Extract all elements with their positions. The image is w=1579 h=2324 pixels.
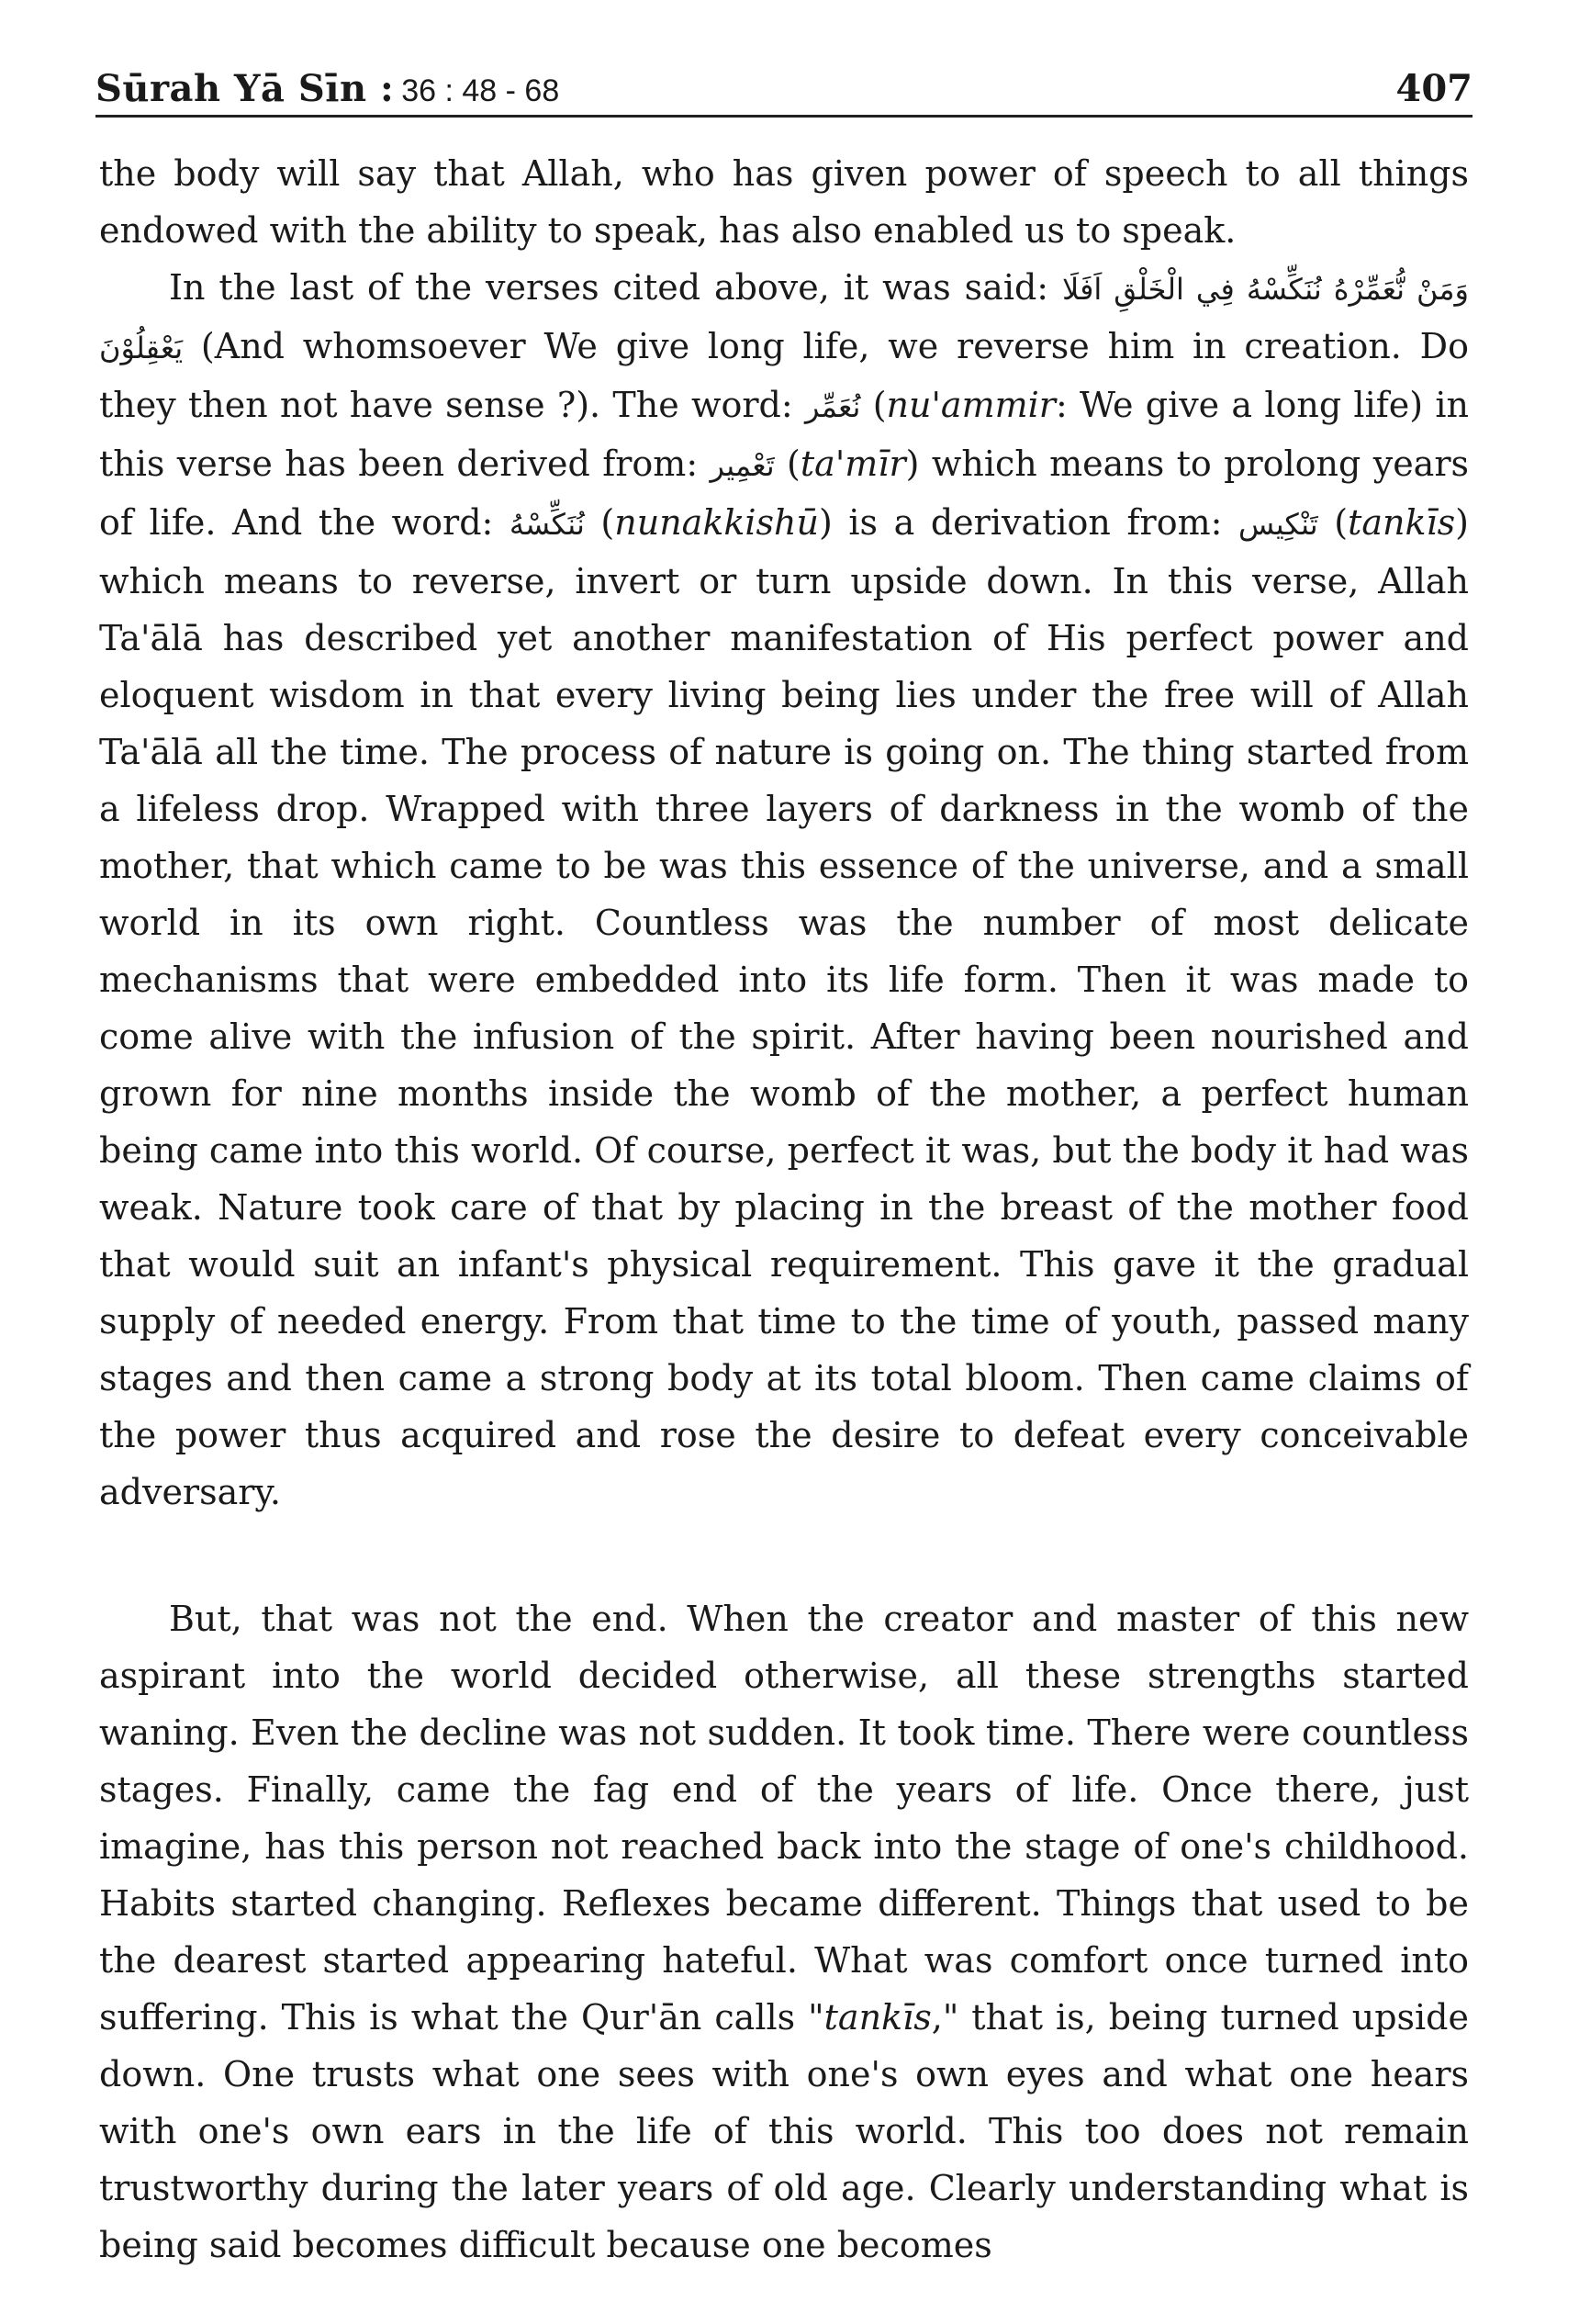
page-number: 407 xyxy=(1395,67,1473,110)
paragraph-2-text: ) which means to prolong years of life. And the word: xyxy=(99,443,1470,543)
paragraph-3-text: But, that was not the end. When the creator and master of this new aspirant into the world decided otherwise, all these strengths started waning. Even the decline was not sudden. It took time. There were countless stages. Finally, came the fag end of the years of life. Once there, just imagine, has this person not reached back into the stage of one's childhood. Habits started changing. Reflexes became different. Things that used to be the dearest started appearing hateful. What was comfort once turned into suffering. This is what the Qur'ān calls " xyxy=(99,1599,1469,2038)
paragraph-2-text: ) is a derivation from: xyxy=(819,502,1238,543)
arabic-word: نُنَكِّسْهُ xyxy=(509,507,585,542)
header-left xyxy=(95,67,559,110)
arabic-word: نُعَمِّر xyxy=(804,389,861,424)
paragraph-2-text: ( xyxy=(1317,502,1349,543)
arabic-word: تَعْمِير xyxy=(710,448,775,483)
paragraph-3 xyxy=(99,1590,1469,2273)
verse-range: 36 : 48 - 68 xyxy=(401,73,560,108)
paragraph-2 xyxy=(99,259,1469,1521)
paragraph-2-text: ( xyxy=(860,385,887,425)
paragraph-2-text: ( xyxy=(774,443,801,484)
paragraph-2-text: In the last of the verses cited above, it was said: xyxy=(169,267,1063,308)
header-rule xyxy=(95,115,1473,118)
transliteration: ta'mīr xyxy=(800,443,906,484)
transliteration: nu'ammir xyxy=(886,385,1056,425)
transliteration: nunakkishū xyxy=(614,502,819,543)
paragraph-2-text: ) which means to reverse, invert or turn upside down. In this verse, Allah Ta'ālā has described yet another manifestation of His perfect power and eloquent wisdom in that every living being lies under the free will of Allah Ta'ālā all the time. The process of nature is going on. The thing started from a lifeless drop. Wrapped with three layers of darkness in the womb of the mother, that which came to be was this essence of the universe, and a small world in its own right. Countless was the number of most delicate mechanisms that were embedded into its life form. Then it was made to come alive with the infusion of the spirit. After having been nourished and grown for nine months inside the womb of the mother, a perfect human being came into this world. Of course, perfect it was, but the body it had was weak. Nature took care of that by placing in the breast of the mother food that would suit an infant's physical requirement. This gave it the gradual supply of needed energy. From that time to the time of youth, passed many stages and then came a strong body at its total bloom. Then came claims of the power thus acquired and rose the desire to defeat every conceivable adversary. xyxy=(99,502,1469,1512)
running-header xyxy=(95,53,1473,110)
paragraph-3-text: ," that is, being turned upside down. One trusts what one sees with one's own eyes and what one hears with one's own ears in the life of this world. This too does not remain trustworthy during the later years of old age. Clearly understanding what is being said becomes difficult because one becomes xyxy=(99,1997,1469,2265)
paragraph-2-text: (And whomsoever We give long life, we reverse him in creation. Do they then not have sense ?). The word: xyxy=(99,326,1469,425)
arabic-verse: وَمَنْ نُّعَمِّرْهُ نُنَكِّسْهُ فِي الْخَلْقِ اَفَلَا يَعْقِلُوْنَ xyxy=(99,272,1469,365)
transliteration: tankīs xyxy=(823,1997,932,2038)
surah-title: Sūrah Yā Sīn : xyxy=(95,67,395,110)
paragraph-1: the body will say that Allah, who has given power of speech to all things endowed with the ability to speak, has also enabled us to speak. xyxy=(99,153,1469,251)
arabic-word: تَنْكِيس xyxy=(1237,507,1318,542)
paragraph-2-text: : We give a long life) in this verse has been derived from: xyxy=(99,385,1470,484)
transliteration: tankīs xyxy=(1348,502,1456,543)
paragraph-2-text: ( xyxy=(584,502,615,543)
